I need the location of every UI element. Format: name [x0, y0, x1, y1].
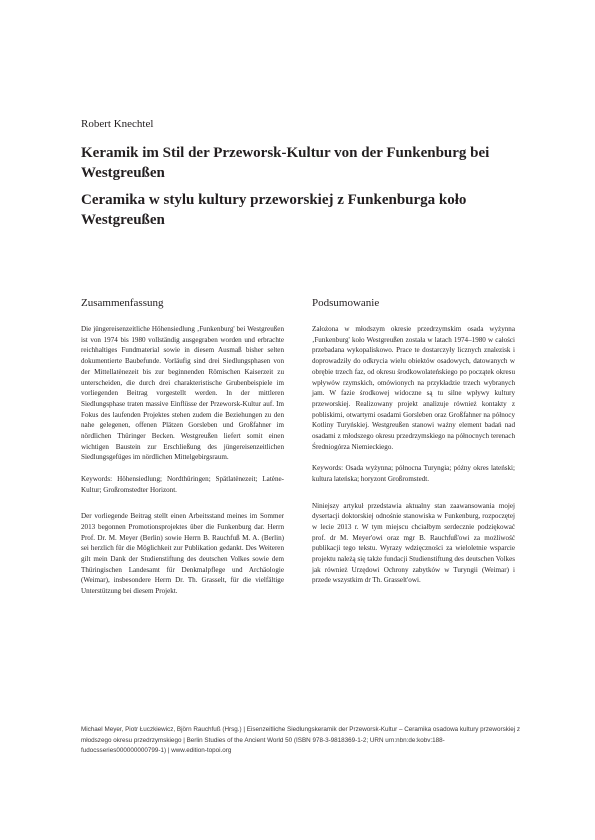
- abstract-german: [81, 296, 284, 608]
- keywords-polish: Keywords: Osada wyżynna; północna Turyngia; późny okres lateński; kultura lateńska; horyzont Großromstedt.: [312, 464, 515, 483]
- abstract-text-polish: Założona w młodszym okresie przedrzymskim osada wyżynna ‚Funkenburg' koło Westgreußen została w latach 1974–1980 w całości przebadana wykopaliskowo. Prace te dostarczyły licznych znalezisk i doprowadziły do odkrycia wielu obiektów osadowych, datowanych w obrębie trzech faz, od okresu środkowolateńskiego po początek okresu wpływów rzymskich, omówionych na przykładzie trzech wybranych jam. W fazie środkowej widoczne są tu silne wpływy kultury przeworskiej. Realizowany projekt analizuje również kontakty z pobliskimi, otwartymi osadami Gorsleben oraz Großfahner na północy Kotliny Turyńskiej. Westgreußen stanowi ważny element badań nad osadami z młodszego okresu przedrzymskiego na północnych terenach Średniogórza Niemieckiego.: [312, 325, 515, 451]
- acknowledgement-polish: Niniejszy artykuł przedstawia aktualny stan zaawansowania mojej dysertacji doktorskiej odnośnie stanowiska w Funkenburg, rozpoczętej w lecie 2013 r. W tym miejscu chciałbym serdecznie podziękować prof. dr M. Meyer'owi oraz mgr B. Rauchfuß'owi za możliwość publikacji tego tekstu. Wyrazy wdzięczności za wieloletnie wsparcie projektu należą się także fundacji Studienstiftung des deutschen Volkes jak również Urzędowi Ochrony zabytków w Turyngii (Weimar) i przede wszystkim dr Th. Grasselt'owi.: [312, 501, 515, 585]
- abstract-heading-polish: Podsumowanie: [312, 297, 380, 309]
- abstract-heading-german: Zusammenfassung: [81, 297, 164, 309]
- title-german: Keramik im Stil der Przeworsk-Kultur von der Funkenburg bei Westgreußen: [81, 145, 490, 181]
- abstract-text-german: Die jüngereisenzeitliche Höhensiedlung ‚Funkenburg' bei Westgreußen ist von 1974 bis 1980 vollständig ausgegraben worden und erbrachte reichhaltiges Fundmaterial sowie in diesem Ausmaß bisher selten dokumentierte Baubefunde. Vorläufig sind drei Siedlungsphasen von der Mittellatènezeit bis zur beginnenden Römischen Kaiserzeit zu unterscheiden, die durch drei charakteristische Grubenbeispiele im vorliegenden Beitrag vorgestellt werden. In der mittleren Siedlungsphase traten massive Einflüsse der Przeworsk-Kultur auf. Im Fokus des laufenden Projektes stehen zudem die Beziehungen zu den nahe gelegenen, offenen Plätzen Gorsleben und Großfahner im nördlichen Thüringer Becken. Westgreußen liefert somit einen wichtigen Baustein zur Erschließung des jüngereisenzeitlichen Siedlungsgefüges im nördlichen Mittelgebirgsraum.: [81, 325, 284, 462]
- acknowledgement-german: Der vorliegende Beitrag stellt einen Arbeitsstand meines im Sommer 2013 begonnen Promotionsprojektes über die Funkenburg dar. Herrn Prof. Dr. M. Meyer (Berlin) sowie Herrn B. Rauchfuß M. A. (Berlin) sei herzlich für die Möglichkeit zur Publikation gedankt. Des Weiteren gilt mein Dank der Studienstiftung des deutschen Volkes sowie dem Thüringischen Landesamt für Denkmalpflege und Archäologie (Weimar), insbesondere Herrn Dr. Th. Grasselt, für die vielfältige Unterstützung bei diesem Projekt.: [81, 512, 284, 596]
- author-name: Robert Knechtel: [81, 118, 154, 130]
- abstract-polish: [312, 296, 515, 597]
- keywords-german: Keywords: Höhensiedlung; Nordthüringen; Spätlatènezeit; Latène-Kultur; Großromstedter Horizont.: [81, 474, 284, 494]
- citation-footer: Michael Meyer, Piotr Łuczkiewicz, Björn Rauchfuß (Hrsg.) | Eisenzeitliche Siedlungskeramik der Przeworsk-Kultur – Ceramika osadowa kultury przeworskiej z młodszego okresu przedrzymskiego | Berlin Studies of the Ancient World 50 (ISBN 978-3-9818369-1-2; URN urn:nbn:de:kobv:188-fudocsseries000000000799-1) | www.edition-topoi.org: [81, 726, 521, 754]
- title-polish: Ceramika w stylu kultury przeworskiej z Funkenburga koło Westgreußen: [81, 192, 467, 228]
